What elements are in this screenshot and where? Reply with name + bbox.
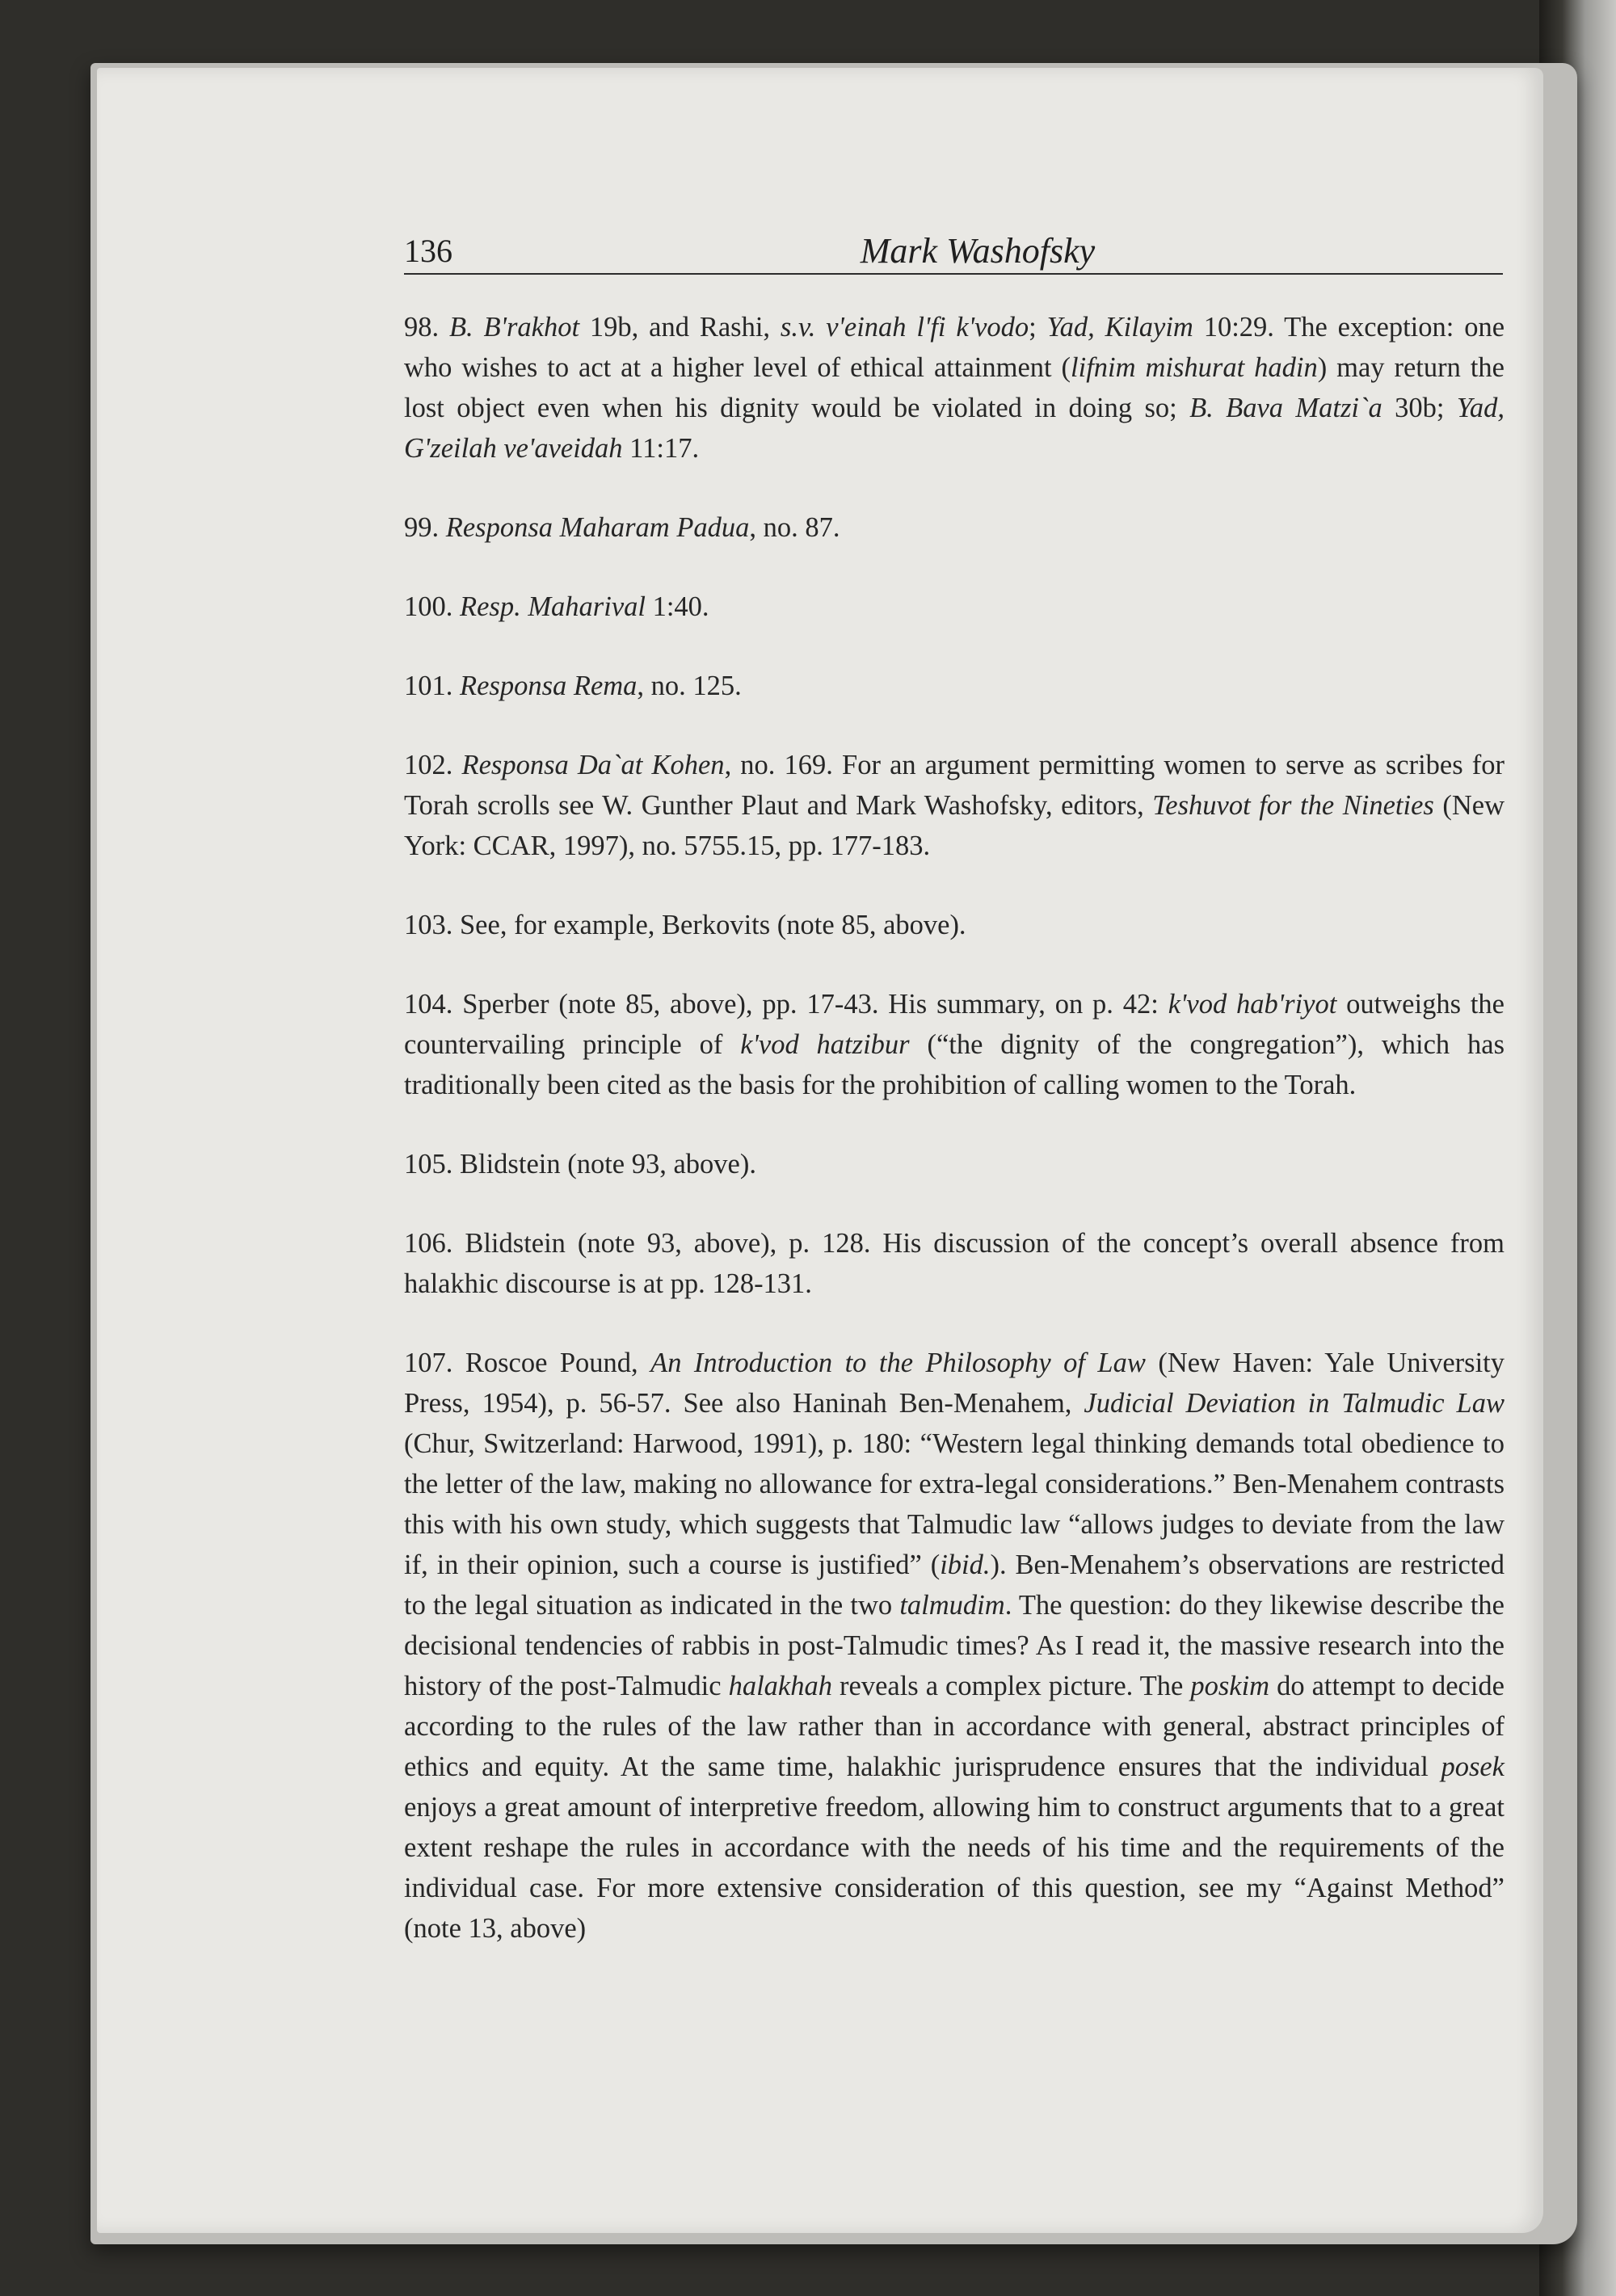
note-text: , no. 125.	[637, 671, 742, 701]
note-text	[452, 750, 461, 780]
note-text	[439, 512, 446, 543]
italic-citation: Teshuvot for the Nineties	[1152, 790, 1434, 821]
italic-citation: poskim	[1190, 1671, 1270, 1701]
note-text: Sperber (note 85, above), pp. 17-43. His summary, on p. 42:	[452, 989, 1168, 1020]
italic-citation: Responsa Maharam Padua	[445, 512, 750, 543]
endnote	[404, 507, 1504, 548]
italic-citation: B. Bava Matzi`a	[1189, 393, 1382, 423]
note-text: 11:17.	[622, 433, 700, 464]
endnotes-list	[404, 307, 1504, 1987]
endnote	[404, 1144, 1504, 1184]
italic-citation: ibid.	[940, 1550, 991, 1580]
note-text: 30b;	[1382, 393, 1457, 423]
note-text: ;	[1029, 312, 1047, 343]
note-text: (Chur, Switzerland: Harwood, 1991), p. 180: “Western legal thinking demands total obedience to the letter of the law, making no allowance for extra-legal considerations.” Ben-Menahem contrasts this with his own study, which suggests that Talmudic law “allows judges to deviate from the law if, in their opinion, such a course is justified” (	[404, 1428, 1504, 1580]
italic-citation: Judicial Deviation in Talmudic Law	[1084, 1388, 1504, 1419]
italic-citation: halakhah	[728, 1671, 832, 1701]
italic-citation: posek	[1441, 1751, 1504, 1782]
page-header	[404, 228, 1503, 275]
italic-citation: k'vod hab'riyot	[1168, 989, 1337, 1020]
endnote-number: 99.	[404, 512, 440, 543]
note-text: do attempt to decide according to the rules of the law rather than in accordance with general, abstract principles of ethics and equity. At the same time, halakhic jurisprudence ensures that the individual	[404, 1671, 1504, 1782]
endnote-number: 98.	[404, 312, 440, 343]
italic-citation: Yad, G'zeilah ve'aveidah	[404, 393, 1504, 464]
page-number: 136	[404, 233, 452, 269]
note-text: reveals a complex picture. The	[832, 1671, 1191, 1701]
endnote	[404, 1343, 1504, 1949]
italic-citation: Responsa Rema	[460, 671, 638, 701]
note-text: 10:29. The exception: one who wishes to act at a higher level of ethical attainment (	[404, 312, 1505, 383]
endnote	[404, 587, 1504, 627]
italic-citation: k'vod hatzibur	[740, 1029, 910, 1060]
endnote	[404, 905, 1504, 945]
endnote-number: 105.	[404, 1149, 453, 1180]
note-text: Blidstein (note 93, above).	[452, 1149, 756, 1180]
italic-citation: talmudim	[899, 1590, 1005, 1621]
note-text: , no. 169. For an argument permitting women to serve as scribes for Torah scrolls see W. Gunther Plaut and Mark Washofsky, editors,	[404, 750, 1504, 821]
endnote-number: 100.	[404, 591, 453, 622]
note-text: ) may return the lost object even when his dignity would be violated in doing so;	[404, 352, 1504, 423]
endnote-number: 103.	[404, 910, 453, 940]
endnote-number: 104.	[404, 989, 453, 1020]
italic-citation: B. B'rakhot	[448, 312, 580, 343]
endnote	[404, 745, 1504, 866]
italic-citation: An Introduction to the Philosophy of Law	[650, 1348, 1146, 1378]
running-head: Mark Washofsky	[860, 231, 1096, 271]
endnote	[404, 984, 1504, 1105]
note-text	[452, 671, 460, 701]
endnote	[404, 666, 1504, 706]
note-text: enjoys a great amount of interpretive freedom, allowing him to construct arguments that to a great extent reshape the rules in accordance with the needs of his time and the requirements of the individual case. For more extensive consideration of this question, see my “Against Method” (note 13, above)	[404, 1792, 1504, 1944]
italic-citation: Resp. Maharival	[460, 591, 646, 622]
note-text: . The question: do they likewise describe the decisional tendencies of rabbis in post-Talmudic times? As I read it, the massive research into the history of the post-Talmudic	[404, 1590, 1504, 1701]
endnote-number: 107.	[404, 1348, 453, 1378]
note-text	[439, 312, 449, 343]
note-text: 19b, and Rashi,	[579, 312, 781, 343]
endnote	[404, 1223, 1504, 1304]
note-text: See, for example, Berkovits (note 85, above).	[452, 910, 966, 940]
note-text: Blidstein (note 93, above), p. 128. His discussion of the concept’s overall absence from halakhic discourse is at pp. 128-131.	[404, 1228, 1504, 1299]
italic-citation: lifnim mishurat hadin	[1071, 352, 1318, 383]
note-text	[452, 591, 460, 622]
note-text: (New Haven: Yale University Press, 1954), p. 56-57. See also Haninah Ben-Menahem,	[404, 1348, 1505, 1419]
note-text: Roscoe Pound,	[452, 1348, 651, 1378]
endnote	[404, 307, 1504, 469]
endnote-number: 101.	[404, 671, 453, 701]
note-text: ). Ben-Menahem’s observations are restricted to the legal situation as indicated in the two	[404, 1550, 1504, 1621]
note-text: 1:40.	[645, 591, 709, 622]
note-text: (“the dignity of the congregation”), which has traditionally been cited as the basis for the prohibition of calling women to the Torah.	[404, 1029, 1504, 1100]
italic-citation: s.v. v'einah l'fi k'vodo	[780, 312, 1029, 343]
endnote-number: 102.	[404, 750, 453, 780]
note-text: , no. 87.	[749, 512, 840, 543]
note-text: outweighs the countervailing principle of	[404, 989, 1504, 1060]
note-text: (New York: CCAR, 1997), no. 5755.15, pp. 177-183.	[404, 790, 1504, 861]
italic-citation: Yad, Kilayim	[1046, 312, 1193, 343]
endnote-number: 106.	[404, 1228, 453, 1259]
italic-citation: Responsa Da`at Kohen	[461, 750, 725, 780]
